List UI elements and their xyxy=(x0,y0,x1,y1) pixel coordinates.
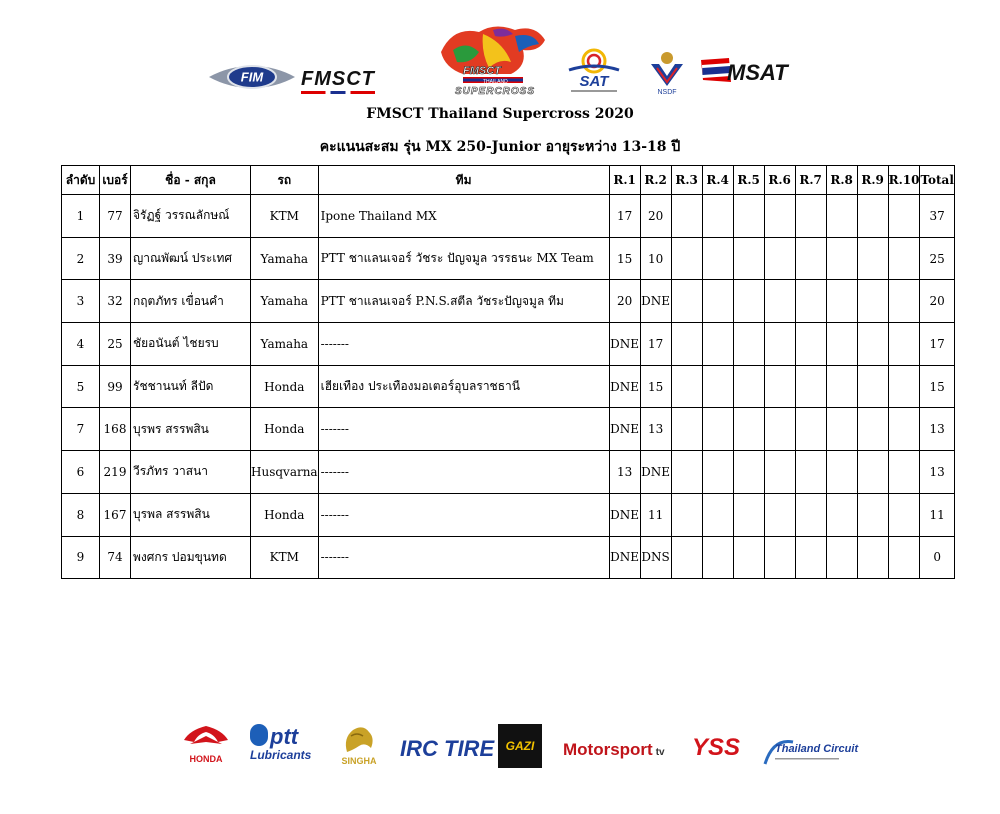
table-row xyxy=(62,280,955,323)
cell-r2: 15 xyxy=(640,365,671,408)
cell-r8 xyxy=(826,280,857,323)
column-header-r8: R.8 xyxy=(826,166,857,195)
column-header-r9: R.9 xyxy=(857,166,888,195)
cell-bike: KTM xyxy=(251,536,319,579)
cell-bike: Yamaha xyxy=(251,237,319,280)
table-row xyxy=(62,237,955,280)
cell-r5 xyxy=(733,451,764,494)
column-header-name: ชื่อ - สกุล xyxy=(131,166,251,195)
cell-r7 xyxy=(795,323,826,366)
cell-bike: Yamaha xyxy=(251,323,319,366)
cell-r9 xyxy=(857,536,888,579)
cell-rank: 2 xyxy=(62,237,100,280)
column-header-r2: R.2 xyxy=(640,166,671,195)
cell-bike: Yamaha xyxy=(251,280,319,323)
cell-total: 13 xyxy=(920,408,954,451)
svg-text:NSDF: NSDF xyxy=(657,89,677,96)
cell-r5 xyxy=(733,280,764,323)
cell-team: ------- xyxy=(318,323,609,366)
column-header-r1: R.1 xyxy=(609,166,640,195)
cell-r1: 15 xyxy=(609,237,640,280)
ptt-drop-icon xyxy=(250,724,268,746)
cell-r7 xyxy=(795,237,826,280)
table-header-row xyxy=(62,166,955,195)
cell-rank: 4 xyxy=(62,323,100,366)
cell-r4 xyxy=(702,365,733,408)
nsdf-logo xyxy=(647,50,687,96)
table-row xyxy=(62,493,955,536)
svg-text:THAILAND: THAILAND xyxy=(483,79,508,85)
cell-r10 xyxy=(888,195,920,238)
cell-bike: KTM xyxy=(251,195,319,238)
column-header-r10: R.10 xyxy=(888,166,920,195)
cell-r2: 20 xyxy=(640,195,671,238)
cell-r3 xyxy=(671,323,702,366)
yss-logo: YSS xyxy=(692,734,741,761)
cell-r2: DNE xyxy=(640,280,671,323)
cell-number: 74 xyxy=(100,536,131,579)
cell-total: 25 xyxy=(920,237,954,280)
cell-r9 xyxy=(857,280,888,323)
cell-r3 xyxy=(671,365,702,408)
cell-r6 xyxy=(764,237,795,280)
cell-r3 xyxy=(671,408,702,451)
cell-r1: DNE xyxy=(609,408,640,451)
cell-r4 xyxy=(702,280,733,323)
msat-logo-text: MSAT xyxy=(727,60,788,85)
cell-r6 xyxy=(764,365,795,408)
cell-r1: DNE xyxy=(609,323,640,366)
cell-rank: 5 xyxy=(62,365,100,408)
thai-flag-stripe xyxy=(301,91,375,94)
cell-number: 39 xyxy=(100,237,131,280)
cell-name: บุรพร สรรพสิน xyxy=(131,408,251,451)
cell-r7 xyxy=(795,408,826,451)
column-header-number: เบอร์ xyxy=(100,166,131,195)
cell-r1: 17 xyxy=(609,195,640,238)
cell-r2: 17 xyxy=(640,323,671,366)
table-body xyxy=(62,195,955,579)
cell-bike: Honda xyxy=(251,408,319,451)
cell-r3 xyxy=(671,195,702,238)
cell-team: PTT ชาแลนเจอร์ วัชระ ปัญจมูล วรรธนะ MX Team xyxy=(318,237,609,280)
cell-r8 xyxy=(826,365,857,408)
cell-r8 xyxy=(826,451,857,494)
cell-r8 xyxy=(826,323,857,366)
column-header-r5: R.5 xyxy=(733,166,764,195)
cell-name: กฤตภัทร เขื่อนคำ xyxy=(131,280,251,323)
gazi-logo: GAZI xyxy=(498,724,542,768)
cell-r4 xyxy=(702,237,733,280)
cell-total: 17 xyxy=(920,323,954,366)
column-header-r7: R.7 xyxy=(795,166,826,195)
cell-r4 xyxy=(702,536,733,579)
svg-text:SINGHA: SINGHA xyxy=(341,756,377,766)
cell-r5 xyxy=(733,195,764,238)
cell-r4 xyxy=(702,323,733,366)
cell-number: 167 xyxy=(100,493,131,536)
cell-total: 15 xyxy=(920,365,954,408)
cell-r8 xyxy=(826,408,857,451)
cell-r5 xyxy=(733,323,764,366)
sat-logo xyxy=(563,48,625,96)
cell-team: PTT ชาแลนเจอร์ P.N.S.สตีล วัชระปัญจมูล ทีม xyxy=(318,280,609,323)
cell-number: 25 xyxy=(100,323,131,366)
cell-r10 xyxy=(888,323,920,366)
svg-text:FIM: FIM xyxy=(240,69,264,85)
cell-r3 xyxy=(671,451,702,494)
cell-bike: Honda xyxy=(251,493,319,536)
cell-team: ------- xyxy=(318,408,609,451)
table-row xyxy=(62,536,955,579)
cell-team: เฮียเทือง ประเทืองมอเตอร์อุบลราชธานี xyxy=(318,365,609,408)
ptt-text: ptt xyxy=(270,724,299,749)
msat-logo xyxy=(705,60,788,86)
motorsport-text: Motorsport xyxy=(563,740,653,759)
cell-number: 99 xyxy=(100,365,131,408)
cell-team: ------- xyxy=(318,536,609,579)
standings-table xyxy=(61,165,955,579)
cell-name: จิรัฏฐ์ วรรณลักษณ์ xyxy=(131,195,251,238)
cell-r3 xyxy=(671,237,702,280)
motorsport-tv-logo xyxy=(563,740,665,760)
cell-total: 11 xyxy=(920,493,954,536)
ptt-lubricants-logo xyxy=(250,724,311,762)
cell-name: ญาณพัฒน์ ประเทศ xyxy=(131,237,251,280)
cell-r2: 10 xyxy=(640,237,671,280)
cell-r7 xyxy=(795,536,826,579)
svg-text:HONDA: HONDA xyxy=(189,754,223,764)
cell-number: 77 xyxy=(100,195,131,238)
cell-r5 xyxy=(733,536,764,579)
cell-r10 xyxy=(888,365,920,408)
cell-r4 xyxy=(702,493,733,536)
column-header-rank: ลำดับ xyxy=(62,166,100,195)
cell-r2: DNE xyxy=(640,451,671,494)
cell-r9 xyxy=(857,237,888,280)
column-header-total: Total xyxy=(920,166,954,195)
honda-logo xyxy=(180,722,232,766)
svg-text:SAT: SAT xyxy=(579,73,609,90)
page-title: FMSCT Thailand Supercross 2020 xyxy=(366,106,634,122)
cell-r6 xyxy=(764,195,795,238)
cell-r6 xyxy=(764,323,795,366)
cell-team: ------- xyxy=(318,451,609,494)
cell-r1: DNE xyxy=(609,493,640,536)
page-subtitle: คะแนนสะสม รุ่น MX 250-Junior อายุระหว่าง 13-18 ปี xyxy=(319,139,681,155)
cell-r5 xyxy=(733,408,764,451)
cell-r9 xyxy=(857,365,888,408)
cell-r7 xyxy=(795,365,826,408)
cell-r9 xyxy=(857,493,888,536)
cell-r3 xyxy=(671,536,702,579)
cell-team: ------- xyxy=(318,493,609,536)
cell-r9 xyxy=(857,195,888,238)
svg-text:SUPERCROSS: SUPERCROSS xyxy=(455,86,536,97)
cell-r8 xyxy=(826,493,857,536)
column-header-r4: R.4 xyxy=(702,166,733,195)
fmsct-logo-text: FMSCT xyxy=(301,68,375,90)
svg-text:FMSCT: FMSCT xyxy=(463,65,501,77)
cell-r1: 20 xyxy=(609,280,640,323)
cell-name: พงศกร ปอมขุนทด xyxy=(131,536,251,579)
cell-r6 xyxy=(764,451,795,494)
cell-r1: DNE xyxy=(609,365,640,408)
cell-r4 xyxy=(702,195,733,238)
cell-r8 xyxy=(826,237,857,280)
fmsct-logo xyxy=(301,68,375,94)
irc-tire-logo: IRC TIRE xyxy=(400,736,495,761)
cell-rank: 8 xyxy=(62,493,100,536)
cell-name: วีรภัทร วาสนา xyxy=(131,451,251,494)
cell-r8 xyxy=(826,536,857,579)
table-row xyxy=(62,195,955,238)
cell-total: 13 xyxy=(920,451,954,494)
cell-number: 168 xyxy=(100,408,131,451)
cell-bike: Honda xyxy=(251,365,319,408)
cell-rank: 9 xyxy=(62,536,100,579)
cell-bike: Husqvarna xyxy=(251,451,319,494)
sponsor-logos xyxy=(180,722,859,772)
table-row xyxy=(62,408,955,451)
thailand-supercross-logo xyxy=(423,22,551,98)
cell-r7 xyxy=(795,280,826,323)
cell-number: 219 xyxy=(100,451,131,494)
cell-r7 xyxy=(795,195,826,238)
cell-r9 xyxy=(857,408,888,451)
svg-text:Thailand Circuit: Thailand Circuit xyxy=(775,743,859,755)
cell-r10 xyxy=(888,237,920,280)
table-row xyxy=(62,365,955,408)
cell-r6 xyxy=(764,408,795,451)
cell-rank: 6 xyxy=(62,451,100,494)
table-row xyxy=(62,451,955,494)
cell-r5 xyxy=(733,493,764,536)
cell-r10 xyxy=(888,451,920,494)
column-header-team: ทีม xyxy=(318,166,609,195)
cell-r6 xyxy=(764,280,795,323)
cell-total: 37 xyxy=(920,195,954,238)
cell-r9 xyxy=(857,323,888,366)
table-row xyxy=(62,323,955,366)
column-header-bike: รถ xyxy=(251,166,319,195)
lubricants-text: Lubricants xyxy=(250,748,312,762)
cell-total: 20 xyxy=(920,280,954,323)
cell-r2: 11 xyxy=(640,493,671,536)
cell-r7 xyxy=(795,451,826,494)
cell-r10 xyxy=(888,536,920,579)
cell-r2: DNS xyxy=(640,536,671,579)
singha-logo xyxy=(335,722,383,768)
cell-number: 32 xyxy=(100,280,131,323)
cell-name: รัชชานนท์ ลีปัด xyxy=(131,365,251,408)
cell-r5 xyxy=(733,237,764,280)
cell-r7 xyxy=(795,493,826,536)
cell-r5 xyxy=(733,365,764,408)
cell-name: บุรพล สรรพสิน xyxy=(131,493,251,536)
cell-rank: 3 xyxy=(62,280,100,323)
column-header-r6: R.6 xyxy=(764,166,795,195)
cell-r10 xyxy=(888,408,920,451)
cell-r8 xyxy=(826,195,857,238)
organizer-logos xyxy=(205,22,805,102)
fim-logo xyxy=(209,62,295,92)
cell-r1: DNE xyxy=(609,536,640,579)
cell-r4 xyxy=(702,451,733,494)
cell-r1: 13 xyxy=(609,451,640,494)
cell-r4 xyxy=(702,408,733,451)
column-header-r3: R.3 xyxy=(671,166,702,195)
cell-r2: 13 xyxy=(640,408,671,451)
cell-r3 xyxy=(671,493,702,536)
cell-r6 xyxy=(764,536,795,579)
cell-team: Ipone Thailand MX xyxy=(318,195,609,238)
cell-r6 xyxy=(764,493,795,536)
cell-r10 xyxy=(888,493,920,536)
cell-name: ชัยอนันต์ ไชยรบ xyxy=(131,323,251,366)
cell-r9 xyxy=(857,451,888,494)
thailand-circuit-logo xyxy=(763,734,859,770)
motorsport-tv-text: tv xyxy=(655,747,665,758)
cell-rank: 7 xyxy=(62,408,100,451)
cell-r10 xyxy=(888,280,920,323)
cell-rank: 1 xyxy=(62,195,100,238)
cell-total: 0 xyxy=(920,536,954,579)
cell-r3 xyxy=(671,280,702,323)
